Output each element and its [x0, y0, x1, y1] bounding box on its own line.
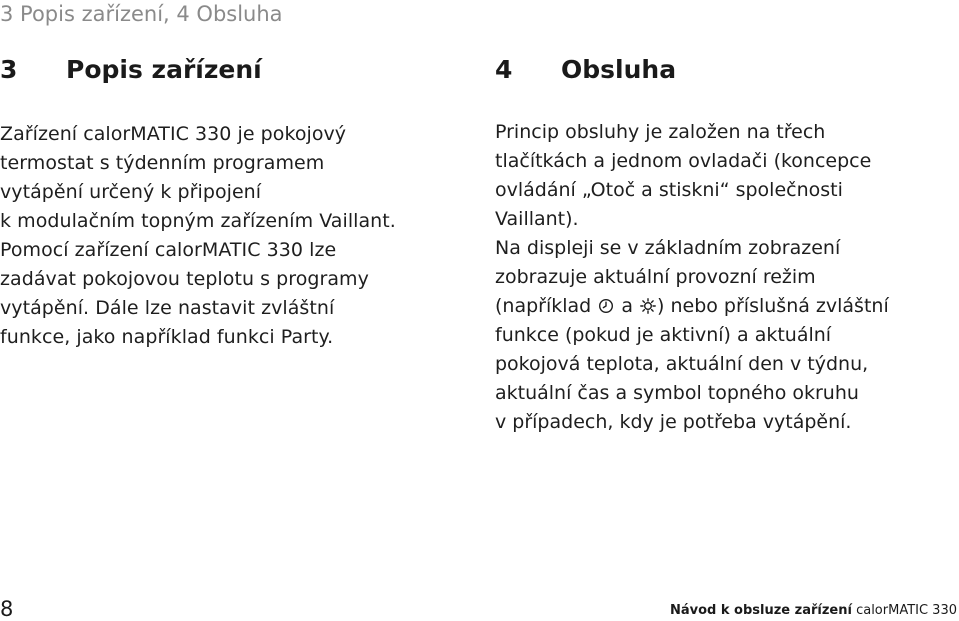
- text-line: Zařízení calorMATIC 330 je pokojový: [0, 123, 347, 145]
- text-line: funkce (pokud je aktivní) a aktuální: [495, 324, 832, 346]
- text-line: pokojová teplota, aktuální den v týdnu,: [495, 353, 869, 375]
- text-line: funkce, jako například funkci Party.: [0, 326, 334, 348]
- section-description: [0, 50, 445, 352]
- text-line: v případech, kdy je potřeba vytápění.: [495, 411, 852, 433]
- text-line: k modulačním topným zařízením Vaillant.: [0, 210, 396, 232]
- clock-icon: [598, 298, 614, 314]
- text-line: Princip obsluhy je založen na třech: [495, 121, 826, 143]
- section-number: 4: [495, 55, 513, 84]
- section-title: Popis zařízení: [66, 55, 262, 84]
- footer-doc-title: [670, 603, 957, 619]
- text-line: vytápění určený k připojení: [0, 181, 262, 203]
- text-fragment: (například: [495, 295, 598, 317]
- text-fragment: a: [615, 295, 640, 317]
- footer-product-name: calorMATIC 330: [856, 603, 957, 618]
- operation-text: [495, 118, 957, 437]
- page-number: 8: [0, 597, 14, 621]
- text-line: Pomocí zařízení calorMATIC 330 lze: [0, 239, 337, 261]
- text-line: vytápění. Dále lze nastavit zvláštní: [0, 297, 335, 319]
- text-line: zadávat pokojovou teplotu s programy: [0, 268, 369, 290]
- text-line: ovládání „Otoč a stiskni“ společnosti: [495, 179, 843, 201]
- running-header: 3 Popis zařízení, 4 Obsluha: [0, 2, 283, 26]
- section-number: 3: [0, 55, 18, 84]
- text-fragment: ) nebo příslušná zvláštní: [657, 295, 889, 317]
- paragraph: [495, 234, 957, 437]
- section-operation: [495, 50, 957, 437]
- section-title: Obsluha: [561, 55, 677, 84]
- paragraph: [495, 118, 957, 234]
- text-line: zobrazuje aktuální provozní režim: [495, 266, 816, 288]
- text-line: termostat s týdenním programem: [0, 152, 325, 174]
- text-line: Vaillant).: [495, 208, 579, 230]
- description-text: [0, 120, 445, 352]
- text-line: Na displeji se v základním zobrazení: [495, 237, 841, 259]
- paragraph: [0, 120, 445, 352]
- text-line: tlačítkách a jednom ovladači (koncepce: [495, 150, 872, 172]
- section-heading-description: [0, 50, 445, 90]
- footer-doc-title-bold: Návod k obsluze zařízení: [669, 603, 852, 618]
- text-line: aktuální čas a symbol topného okruhu: [495, 382, 859, 404]
- sun-icon: [640, 298, 656, 314]
- section-heading-operation: [495, 50, 957, 90]
- text-line-with-icons: [495, 292, 957, 321]
